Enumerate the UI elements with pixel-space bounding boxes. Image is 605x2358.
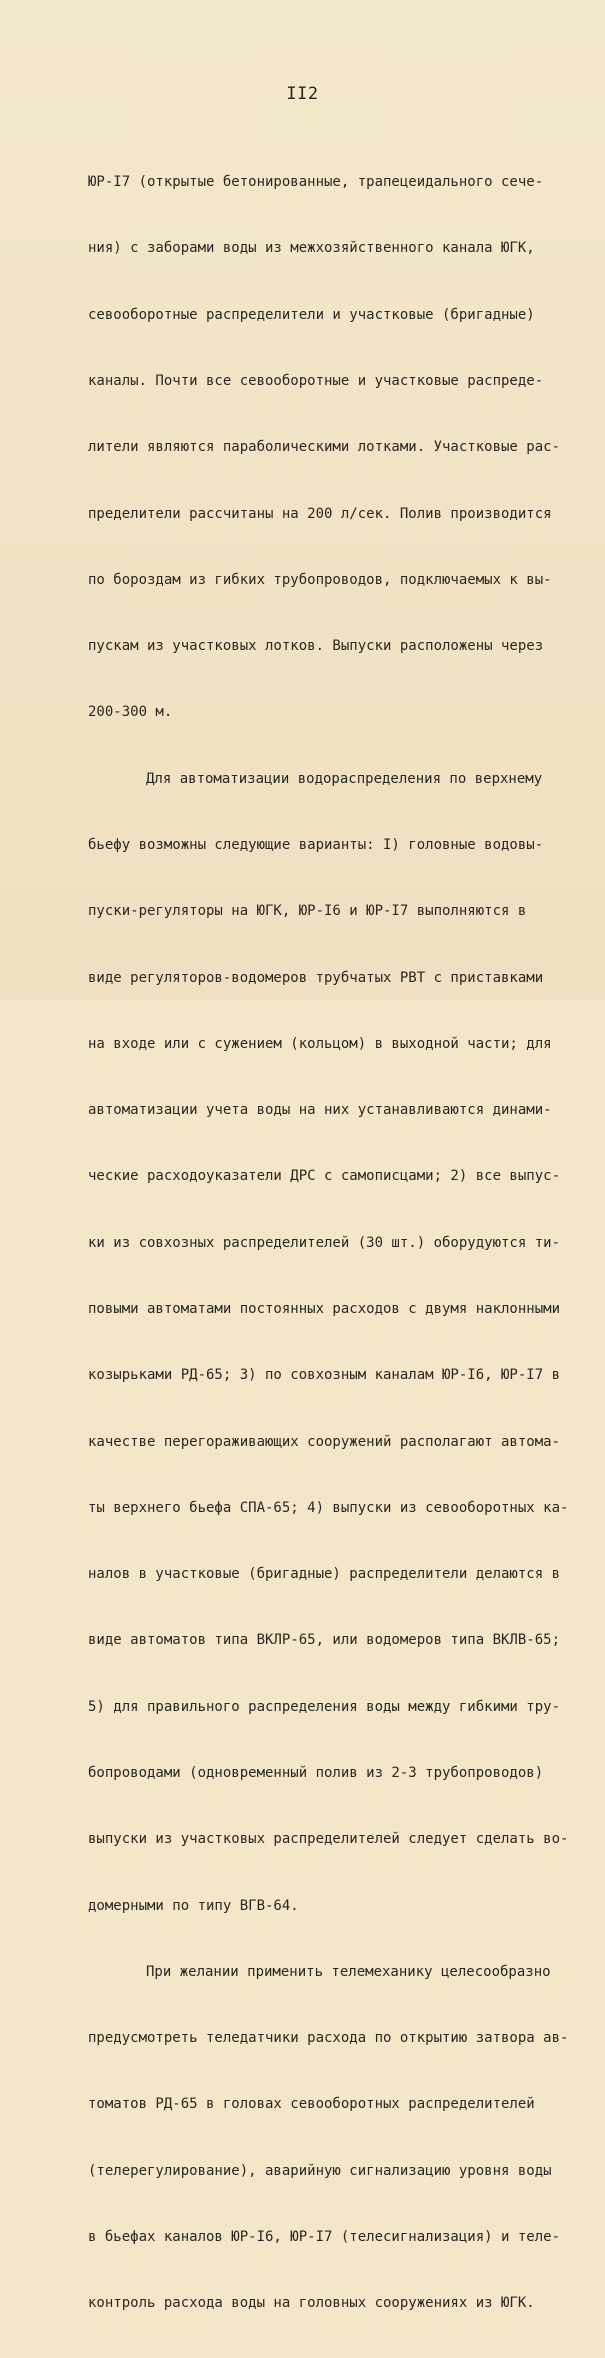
- paragraph-start-line: При желании применить телемеханику целесообразно: [146, 1963, 551, 1980]
- text-line: козырьками РД-65; 3) по совхозным каналам ЮР-I6, ЮР-I7 в: [88, 1367, 561, 1384]
- text-line: севооборотные распределители и участковые (бригадные): [88, 306, 535, 323]
- text-line: томатов РД-65 в головах севооборотных распределителей: [88, 2096, 535, 2113]
- text-line: ния) с заборами воды из межхозяйственного канала ЮГК,: [88, 240, 535, 257]
- text-line: виде регуляторов-водомеров трубчатых РВТ с приставками: [88, 969, 544, 986]
- text-line: на входе или с сужением (кольцом) в выходной части; для: [88, 1035, 552, 1052]
- text-line: 5) для правильного распределения воды между гибкими тру-: [88, 1698, 561, 1715]
- text-line: ческие расходоуказатели ДРС с самописцами; 2) все выпус-: [88, 1168, 561, 1185]
- text-line: пределители рассчитаны на 200 л/сек. Полив производится: [88, 505, 552, 522]
- text-line: пускам из участковых лотков. Выпуски расположены через: [88, 638, 544, 655]
- text-line: предусмотреть теледатчики расхода по открытию затвора ав-: [88, 2030, 569, 2047]
- text-line: 200-300 м.: [88, 704, 173, 721]
- text-line: автоматизации учета воды на них устанавливаются динами-: [88, 1102, 552, 1119]
- paragraph-start-line: Для автоматизации водораспределения по верхнему: [146, 770, 543, 787]
- text-line: бопроводами (одновременный полив из 2-3 трубопроводов): [88, 1764, 544, 1781]
- text-line: в бьефах каналов ЮР-I6, ЮР-I7 (телесигнализация) и теле-: [88, 2228, 561, 2245]
- page-number: II2: [286, 84, 319, 104]
- text-line: контроль расхода воды на головных сооружениях из ЮГК.: [88, 2295, 535, 2312]
- text-line: выпуски из участковых распределителей следует сделать во-: [88, 1831, 569, 1848]
- body-text: [88, 127, 598, 2358]
- text-line: по бороздам из гибких трубопроводов, подключаемых к вы-: [88, 571, 552, 588]
- text-line: повыми автоматами постоянных расходов с двумя наклонными: [88, 1300, 561, 1317]
- text-line: бьефу возможны следующие варианты: I) головные водовы-: [88, 837, 544, 853]
- text-line: домерными по типу ВГВ-64.: [88, 1897, 299, 1914]
- text-line: (телерегулирование), аварийную сигнализацию уровня воды: [88, 2162, 552, 2179]
- text-line: качестве перегораживающих сооружений располагают автома-: [88, 1433, 561, 1450]
- text-line: ки из совхозных распределителей (30 шт.) оборудуются ти-: [88, 1234, 561, 1251]
- text-line: ты верхнего бьефа СПА-65; 4) выпуски из севооборотных ка-: [88, 1499, 569, 1516]
- text-line: виде автоматов типа ВКЛР-65, или водомеров типа ВКЛВ-65;: [88, 1632, 561, 1649]
- text-line: налов в участковые (бригадные) распределители делаются в: [88, 1566, 561, 1583]
- text-line: пуски-регуляторы на ЮГК, ЮР-I6 и ЮР-I7 выполняются в: [88, 903, 527, 920]
- text-line: ЮР-I7 (открытые бетонированные, трапецеидального сече-: [88, 174, 544, 191]
- text-line: лители являются параболическими лотками. Участковые рас-: [88, 439, 561, 456]
- text-line: каналы. Почти все севооборотные и участковые распреде-: [88, 373, 544, 390]
